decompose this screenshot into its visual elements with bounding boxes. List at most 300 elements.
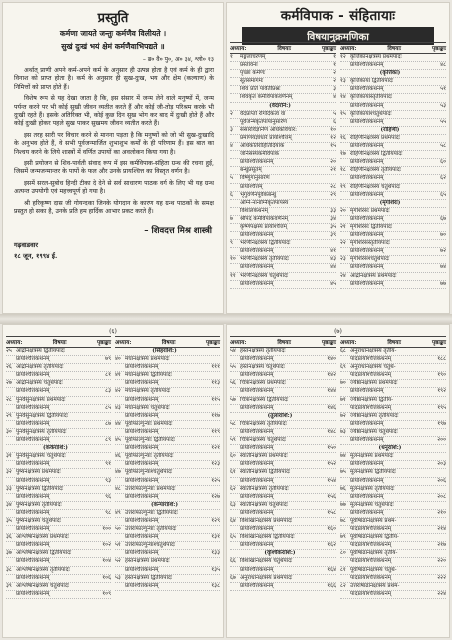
page-ref <box>430 380 446 387</box>
page-ref <box>430 54 446 61</box>
chapter-number <box>6 356 16 363</box>
page-ref: ८५ <box>105 404 111 411</box>
index-row <box>230 575 336 583</box>
chapter-number <box>6 558 16 565</box>
index-row <box>230 405 336 413</box>
index-row <box>230 542 336 550</box>
chapter-number: ३० <box>6 428 12 435</box>
chapter-number: ४२ <box>115 388 121 395</box>
header-page: पृष्ठाङ्काः <box>205 340 220 346</box>
page-ref: ६७ <box>440 215 446 222</box>
subject-title: प्रायश्चित्तकथनम् <box>16 542 50 549</box>
index-row <box>6 526 111 534</box>
subject-title: पुष्यनक्षत्रस्य प्रथमपादः <box>16 469 61 476</box>
index-row <box>230 421 336 429</box>
subject-title: (वृश्चिकराशि:) <box>264 550 296 557</box>
chapter-number <box>230 461 240 468</box>
chapter-number <box>230 167 240 174</box>
page-ref: २०३ <box>437 461 446 468</box>
page-ref <box>320 558 336 565</box>
page-ref <box>430 397 446 404</box>
index-row <box>115 405 220 413</box>
chapter-number <box>230 281 240 288</box>
page-ref <box>320 103 336 110</box>
subject-title: भृगुवर्णनपूर्वकंबन्धु <box>240 191 277 198</box>
chapter-number <box>340 575 350 582</box>
chapter-number: ३१ <box>6 453 12 460</box>
index-row <box>230 380 336 388</box>
subject-title: पादप्रायश्चित्तकथनम् <box>350 558 392 565</box>
index-row <box>340 159 446 167</box>
chapter-number: ८१ <box>340 566 346 573</box>
index-row <box>340 510 446 518</box>
chapter-number: ५३ <box>115 574 121 581</box>
subject-title: प्रायश्चित्तकथनम् <box>125 364 159 371</box>
page-ref <box>430 364 446 371</box>
page-ref <box>320 469 336 476</box>
chapter-number <box>6 461 16 468</box>
subject-title: कृत्तिकानक्षत्रस्य प्रथमपादः <box>350 54 402 60</box>
subject-title: पूर्वाषाढानक्षत्रस्य द्वितीय- <box>350 534 399 541</box>
subject-title: पुष्यनक्षत्रस्य द्वितीयपादः <box>16 485 64 492</box>
page-ref: ७२ <box>440 248 446 255</box>
index-row <box>340 264 446 272</box>
index-row <box>230 54 336 62</box>
header-page: पृष्ठाङ्काः <box>96 340 111 346</box>
subject-title: प्रायश्चित्तकथनम् <box>16 558 50 565</box>
page-ref <box>320 437 336 444</box>
chapter-number <box>230 478 240 485</box>
page-ref: ११५ <box>211 396 220 403</box>
subject-title: सूतसमागमः <box>240 78 264 85</box>
subject-title: पूर्वजन्मकृतपापानुसारेण <box>240 118 287 125</box>
page-ref: ७९ <box>105 356 111 363</box>
column-header <box>230 42 336 54</box>
subject-title: प्रायश्चित्तकथनम् <box>16 437 50 444</box>
page-ref <box>204 502 220 509</box>
page-ref: ३ <box>333 86 336 93</box>
chapter-number: ६० <box>230 453 236 460</box>
index-row <box>115 421 220 429</box>
page-ref <box>430 94 446 101</box>
index-row <box>115 469 220 477</box>
index-row <box>230 264 336 272</box>
page-ref <box>430 184 446 191</box>
page-ref <box>430 111 446 118</box>
preface-paragraph: इस तरह सारी पर विचार करने से मानना पड़ता है कि मनुष्यों को जो भी सुख-दुःखादि के अनुभव होते हैं, वे सभी पूर्वजन्मार्जित शुभाशुभ कर्मों के ही परिणाम हैं। इस बात का निश्चय करने के लिये शास्त्रों में वर्णित उपायों का अवलोकन किया गया है। <box>14 131 214 156</box>
page-ref: २०० <box>437 437 446 444</box>
index-row <box>6 518 111 526</box>
subject-title: चित्रानक्षत्रस्य तृतीयपादः <box>240 420 287 427</box>
chapter-number <box>230 542 240 549</box>
chapter-number <box>230 184 240 191</box>
chapter-number: ३३ <box>6 485 12 492</box>
chapter-number <box>230 248 240 255</box>
subject-title: प्रायश्चित्तकथनम् <box>350 86 384 93</box>
header-chapter: अध्याय: <box>230 340 247 346</box>
index-row <box>230 200 336 208</box>
page-ref: ७० <box>440 232 446 239</box>
page-number: (६) <box>109 328 117 335</box>
preface-signature: – शिवदत्त मिश्र शास्त्री <box>144 225 212 236</box>
page-ref <box>320 518 336 525</box>
preface-page <box>2 2 224 314</box>
page-ref: ८९ <box>105 437 111 444</box>
index-row <box>6 558 111 566</box>
index-row <box>230 248 336 256</box>
index-row <box>230 143 336 151</box>
index-row <box>340 54 446 62</box>
index-columns <box>230 42 446 289</box>
subject-title: मूलनक्षत्रस्य चतुर्थपादः <box>350 501 394 508</box>
chapter-number <box>115 494 125 501</box>
subject-title: विशाखानक्षत्रस्य चतुर्थपादः <box>240 558 293 565</box>
page-ref <box>95 583 111 590</box>
chapter-number: ४८ <box>115 485 121 492</box>
page-ref <box>95 518 111 525</box>
subject-title: प्रायश्चित्तकथनम् <box>240 280 274 287</box>
chapter-number: ६१ <box>230 469 236 476</box>
page-ref <box>320 273 336 280</box>
subject-title: चित्रानक्षत्रस्य चतुर्थपादः <box>240 437 286 444</box>
subject-title: प्रायश्चित्तकथनम् <box>350 175 384 182</box>
page-ref: २२२ <box>437 574 446 581</box>
header-subject: विषयाः <box>52 340 67 346</box>
chapter-number: ७१ <box>340 396 346 403</box>
page-ref: २१४ <box>437 526 446 533</box>
subject-title: हस्तनक्षत्रस्य तृतीयपादः <box>240 348 286 354</box>
index-row <box>340 216 446 224</box>
subject-title: पुनर्वसुनक्षत्रस्य चतुर्थपादः <box>16 453 66 460</box>
header-page: पृष्ठाङ्काः <box>431 340 446 346</box>
index-row <box>230 534 336 542</box>
page-ref: २१० <box>437 509 446 516</box>
page-ref: ११३ <box>211 380 220 387</box>
page-ref: १८८ <box>437 356 446 363</box>
subject-title: प्रायश्चित्तकथनम् <box>240 582 274 589</box>
chapter-number: २५ <box>6 348 12 354</box>
header-page: पृष्ठाङ्काः <box>321 340 336 346</box>
subject-title: प्रायश्चित्तकथनम् <box>125 582 159 589</box>
chapter-number <box>230 372 240 379</box>
subject-title: प्रायश्चित्तकथनम् <box>350 232 384 239</box>
index-rows <box>340 348 446 599</box>
page-ref <box>430 518 446 525</box>
chapter-number <box>340 388 350 395</box>
page-ref <box>320 575 336 582</box>
index-row <box>6 478 111 486</box>
page-ref <box>204 348 220 355</box>
chapter-number <box>340 591 350 598</box>
index-row <box>230 159 336 167</box>
subject-title: प्रायश्चित्तकथनम् <box>125 566 159 573</box>
index-row <box>340 256 446 264</box>
section-heading <box>340 70 446 78</box>
page-ref: २२४ <box>437 590 446 597</box>
chapter-number: ५ <box>230 175 233 182</box>
subject-title: प्रायश्चित्तकथनम् <box>125 380 159 387</box>
page-ref: १२१ <box>211 445 220 452</box>
chapter-number <box>230 494 240 501</box>
page-ref <box>204 542 220 549</box>
index-row <box>340 372 446 380</box>
subject-title: पादप्रायश्चित्तकथनम् <box>350 372 392 379</box>
index-column <box>340 336 446 599</box>
index-row <box>115 437 220 445</box>
index-row <box>6 494 111 502</box>
subject-title: प्रायश्चित्तकथनम् <box>16 461 50 468</box>
chapter-number <box>6 421 16 428</box>
page-ref: २१ <box>330 167 336 174</box>
chapter-number <box>6 494 16 501</box>
page-ref <box>204 526 220 533</box>
chapter-number: ५८ <box>230 420 236 427</box>
page-ref <box>95 364 111 371</box>
subject-title: (कन्याराशि:) <box>151 501 178 508</box>
page-ref: ३९ <box>330 232 336 239</box>
page-ref: २२० <box>437 558 446 565</box>
page-ref: १२९ <box>211 517 220 524</box>
page-ref: ७४ <box>440 264 446 271</box>
section-heading <box>115 348 220 356</box>
column-header <box>340 336 446 348</box>
index-row <box>6 583 111 591</box>
index-row <box>340 86 446 94</box>
chapter-number: ११ <box>230 272 236 279</box>
index-row <box>115 558 220 566</box>
subject-title: प्रायश्चित्तकथनम् <box>240 493 274 500</box>
chapter-number: ५६ <box>230 380 236 387</box>
index-row <box>230 364 336 372</box>
index-row <box>340 575 446 583</box>
subject-title: प्रायश्चित्तकथनम् <box>350 191 384 198</box>
subject-title: प्रायश्चित्तकथनम् <box>350 509 384 516</box>
page-ref: ७७ <box>440 280 446 287</box>
chapter-number: ६२ <box>230 485 236 492</box>
page-ref <box>204 486 220 493</box>
page-ref: १३१ <box>211 534 220 541</box>
page-ref <box>320 486 336 493</box>
page-ref <box>95 380 111 387</box>
page-ref: १४२ <box>327 372 336 379</box>
chapter-number: ३२ <box>6 469 12 476</box>
page-divider <box>0 314 452 324</box>
page-ref <box>204 372 220 379</box>
subject-title: उत्तराफाल्गुन्याः तृतीयपादः <box>125 526 177 533</box>
index-row <box>6 567 111 575</box>
index-row <box>230 256 336 264</box>
section-heading <box>340 445 446 453</box>
subject-title: प्रायश्चित्तकथनम् <box>350 461 384 468</box>
subject-title: ज्येष्ठानक्षत्रस्य द्वितीय- <box>350 396 394 403</box>
index-row <box>340 502 446 510</box>
index-row <box>115 356 220 364</box>
subject-title: विशालकथनम् <box>240 207 268 214</box>
page-ref <box>320 421 336 428</box>
page-ref: ५५ <box>440 118 446 125</box>
index-row <box>340 94 446 102</box>
index-row <box>340 175 446 183</box>
subject-title: मूलनक्षत्रस्य द्वितीयपादः <box>350 469 396 476</box>
index-row <box>340 583 446 591</box>
chapter-number: ३७ <box>6 550 12 557</box>
subject-title: (कर्कराशि:) <box>43 445 68 452</box>
page-ref: १ <box>333 54 336 60</box>
index-row <box>115 575 220 583</box>
chapter-number <box>6 575 16 582</box>
subject-title: (सिंहराशि:) <box>152 348 177 354</box>
chapter-number <box>340 405 350 412</box>
chapter-number <box>230 200 240 207</box>
index-rows <box>115 348 220 591</box>
subject-title: मघानक्षत्रस्य प्रथमपादः <box>125 356 170 363</box>
subject-title: कृत्तिकाया द्वितीयपादः <box>350 78 394 85</box>
index-row <box>6 437 111 445</box>
index-row <box>115 397 220 405</box>
index-row <box>115 380 220 388</box>
page-ref: ६५ <box>440 191 446 198</box>
index-row <box>230 437 336 445</box>
subject-title: प्रायश्चित्तकथनम् <box>240 372 274 379</box>
chapter-number: ७५ <box>340 469 346 476</box>
page-ref: ८७ <box>105 420 111 427</box>
index-row <box>230 281 336 289</box>
page-ref: १४६ <box>327 404 336 411</box>
index-row <box>230 78 336 86</box>
page-ref: १० <box>330 126 336 133</box>
page-ref: ३३ <box>330 207 336 214</box>
subject-title: पादप्रायश्चित्तकथनम् <box>350 590 392 597</box>
preface-title: प्रस्तुति <box>97 11 129 26</box>
chapter-number <box>340 478 350 485</box>
index-row <box>6 542 111 550</box>
page-ref <box>320 200 336 207</box>
page-ref <box>320 453 336 460</box>
subject-title: प्रायश्चित्तकथनम् <box>125 534 159 541</box>
subject-title: प्रायश्चित्तकथनम् <box>16 574 50 581</box>
chapter-number: १६ <box>340 134 346 141</box>
index-row <box>115 550 220 558</box>
subject-title: प्रायश्चित्तकथनम् <box>16 388 50 395</box>
index-row <box>6 550 111 558</box>
chapter-number <box>115 380 125 387</box>
subject-title: विशाखानक्षत्रस्य द्वितीयपादः <box>240 534 295 541</box>
page-ref: १६४ <box>327 566 336 573</box>
subject-title: मृगशिरसः द्वितीयपादः <box>350 223 392 230</box>
index-row <box>340 380 446 388</box>
index-row <box>115 583 220 591</box>
subject-title: प्रायश्चित्तकथनम् <box>16 420 50 427</box>
chapter-number <box>340 143 350 150</box>
index-column <box>340 42 446 289</box>
index-row <box>340 486 446 494</box>
index-row <box>230 445 336 453</box>
subject-title: अनुराधानक्षत्रस्य तृतीय- <box>350 348 397 354</box>
page-ref: १२७ <box>211 493 220 500</box>
subject-title: प्रायश्चित्तकथनम् <box>125 517 159 524</box>
index-row <box>6 388 111 396</box>
page-ref <box>95 445 111 452</box>
subject-title: ज्येष्ठानक्षत्रस्य चतुर्थपादः <box>350 428 398 435</box>
subject-title: हस्तनक्षत्रस्य द्वितीयपादः <box>125 574 173 581</box>
subject-title: पूर्वाफाल्गुन्याः प्रथमपादः <box>125 420 173 427</box>
index-row <box>115 567 220 575</box>
index-row <box>340 388 446 396</box>
page-ref <box>430 240 446 247</box>
header-subject: विषयाः <box>387 46 401 52</box>
index-row <box>340 348 446 356</box>
subject-title: प्रायश्चित्तकथनम् <box>240 159 274 166</box>
chapter-number: ६६ <box>230 558 236 565</box>
subject-title: अनुराधानक्षत्रस्य प्रथमपादः <box>240 574 293 581</box>
index-row <box>115 364 220 372</box>
page-ref <box>430 469 446 476</box>
subject-title: प्रायश्चित्तकथनम् <box>125 412 159 419</box>
index-row <box>340 248 446 256</box>
subject-title: पूर्वाफाल्गुन्याश्चतुर्थपादः <box>125 469 173 476</box>
subject-title: पुष्यनक्षत्रस्य चतुर्थपादः <box>16 517 61 524</box>
column-header <box>6 336 111 348</box>
page-ref <box>204 469 220 476</box>
page-ref: ९३ <box>105 477 111 484</box>
index-row <box>230 356 336 364</box>
subject-title: प्रायश्चित्तम् <box>240 183 263 190</box>
index-row <box>340 103 446 111</box>
chapter-number: ७७ <box>340 501 346 508</box>
index-row <box>230 224 336 232</box>
chapter-number: ३ <box>230 126 233 133</box>
preface-place: गढ़वाडवार <box>14 240 39 249</box>
chapter-number: १९ <box>340 183 346 190</box>
index-row <box>340 184 446 192</box>
index-row <box>340 135 446 143</box>
subject-title: (तुलाराशि:) <box>267 412 293 419</box>
subject-title: (कृत्तिका) <box>379 70 401 77</box>
index-row <box>230 518 336 526</box>
chapter-number: २१ <box>340 223 346 230</box>
page-ref: ६ <box>333 118 336 125</box>
index-page-3 <box>226 324 450 638</box>
chapter-number: १५ <box>340 110 346 117</box>
page-ref <box>95 469 111 476</box>
subject-title: प्रायश्चित्तकथनम् <box>350 264 384 271</box>
page-ref: ४ <box>333 94 336 101</box>
page-ref <box>320 397 336 404</box>
subject-title: प्रायश्चित्तकथनम् <box>240 566 274 573</box>
page-ref <box>430 502 446 509</box>
subject-title: पूर्वाफाल्गुन्याः तृतीयपादः <box>125 453 174 460</box>
page-ref: ४१ <box>330 248 336 255</box>
subject-title: अग्नि-नानाग्निकृतपापस्य <box>240 199 289 206</box>
section-heading <box>340 127 446 135</box>
index-row <box>340 437 446 445</box>
page-ref: ६० <box>440 159 446 166</box>
column-header <box>340 42 446 54</box>
page-ref: २०६ <box>437 477 446 484</box>
preface-paragraph: इसमें सरल-सुबोध हिन्दी टीका दे देने से सर्व साधारण पाठक वर्ग के लिए भी यह ग्रन्थ अत्यन्त उपयोगी एवं महत्त्वपूर्ण हो गया है। <box>14 179 214 196</box>
chapter-number <box>230 356 240 363</box>
chapter-number: २ <box>230 110 233 117</box>
subject-title: प्रायश्चित्तकथनम् <box>125 477 159 484</box>
page-ref: १५४ <box>327 477 336 484</box>
page-ref <box>320 348 336 355</box>
chapter-number <box>115 413 125 420</box>
chapter-number <box>230 103 240 110</box>
index-rows <box>340 54 446 289</box>
chapter-number <box>115 478 125 485</box>
column-header <box>115 336 220 348</box>
subject-title: प्रायश्चित्तकथनम् <box>240 404 274 411</box>
